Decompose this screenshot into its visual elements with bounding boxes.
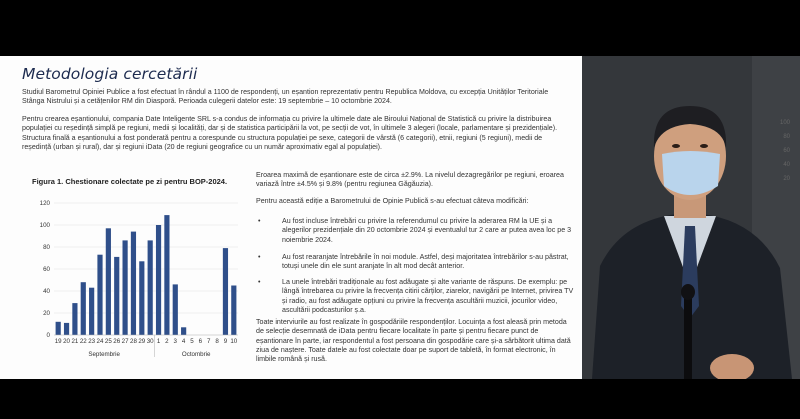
bullet-text: Au fost rearanjate întrebările în noi module. Astfel, deși majoritatea întrebărilor s-au păstrat, totuși unele din ele sunt aranjate în alt mod decât anterior. — [282, 253, 569, 271]
bar — [89, 288, 94, 335]
speaker-illustration — [582, 56, 800, 379]
bullet-dot: • — [258, 217, 261, 225]
month-group-label: Septembrie — [88, 351, 121, 358]
x-tick-label: 6 — [198, 338, 203, 345]
bar — [72, 303, 77, 335]
x-tick-label: 23 — [88, 338, 96, 345]
bar — [148, 240, 153, 335]
bullet-text: Au fost incluse întrebări cu privire la referendumul cu privire la aderarea RM la UE și a alegerilor prezidențiale din 20 octombrie 2024 și eventualul tur 2 care ar putea avea loc pe 3 noiembrie 2024. — [282, 217, 572, 244]
bar — [173, 284, 178, 335]
daily-questionnaires-chart — [34, 195, 244, 419]
bar — [106, 228, 111, 335]
bar — [223, 248, 228, 335]
y-tick-label: 120 — [39, 200, 50, 208]
x-tick-label: 10 — [230, 338, 238, 345]
speaker-eye — [672, 144, 680, 148]
bar — [156, 225, 161, 335]
scale-label: 20 — [783, 176, 790, 182]
x-tick-label: 25 — [104, 338, 112, 345]
x-tick-label: 29 — [138, 338, 146, 345]
x-tick-label: 5 — [190, 338, 194, 345]
y-tick-label: 20 — [43, 310, 50, 318]
microphone-stand — [684, 292, 692, 379]
x-tick-label: 4 — [181, 338, 186, 345]
x-tick-label: 7 — [207, 338, 211, 345]
slide-title: Metodologia cercetării — [22, 65, 198, 83]
fieldwork-paragraph: Toate interviurile au fost realizate în gospodăriile respondenților. Locuința a fost aleasă prin metoda de selecție desemnată de iData pentru fiecare localitate în parte și pentru fiecare punct de eșantionare în parte, iar respondentul a fost persoana din gospodărie care și-a sărbătorit ultima dată ziua de naștere. Toate datele au fost colectate doar pe suport de tabletă, în format electronic, în limbile română și rusă. — [256, 318, 571, 364]
figure-title: Figura 1. Chestionare colectate pe zi pentru BOP-2024. — [32, 177, 228, 186]
scale-label: 100 — [779, 120, 790, 126]
scale-label: 80 — [783, 134, 790, 140]
background-scale — [780, 116, 790, 186]
bullet-item — [256, 253, 574, 272]
speaker-video-feed — [582, 56, 800, 379]
x-tick-label: 9 — [223, 338, 228, 345]
intro-paragraph: Studiul Barometrul Opiniei Publice a fost efectuat în rândul a 1100 de respondenți, un eșantion reprezentativ pentru Republica Moldova, cu excepția Unităților Teritoriale Stânga Nistrului și a cetățenilor RM din Diasporă. Perioada culegerii datelor este: 19 septembrie – 10 octombrie 2024. — [22, 88, 549, 106]
sampling-paragraph: Pentru crearea eșantionului, compania Date Inteligente SRL s-a condus de informația cu privire la ultimele date ale Biroului Național de Statistică cu privire la distribuirea populației cu reședință simplă pe regiuni, medii și localități, dar și de statistica participării la vot, pe secții de vot, în ultimele 3 alegeri (locale, parlamentare și prezidențiale). Structura finală a eșantionului a fost ponderată pentru a corespunde cu structura populației pe sexe, categorii de vârstă (6 categorii), etnii, regiuni (5 regiuni), medii de reședință (urban și rural), dar și regiuni iData (20 de regiuni geografice cu un număr aproximativ egal al populației). — [22, 115, 558, 151]
bullet-item — [256, 278, 574, 315]
speaker-eye — [700, 144, 708, 148]
month-group-label: Octombrie — [181, 351, 211, 358]
x-tick-label: 27 — [121, 338, 129, 345]
bullet-item — [256, 217, 574, 245]
x-tick-label: 22 — [79, 338, 87, 345]
microphone-icon — [681, 284, 695, 300]
y-tick-label: 60 — [43, 266, 50, 274]
bar — [139, 261, 144, 335]
bar — [114, 257, 119, 335]
error-paragraph: Eroarea maximă de eșantionare este de circa ±2.9%. La nivelul dezagregărilor pe regiuni, eroarea variază între ±4.5% și 9.8% (pentru regiunea Găgăuzia). — [256, 171, 564, 189]
x-tick-label: 3 — [173, 338, 177, 345]
x-tick-label: 24 — [96, 338, 104, 345]
x-tick-label: 21 — [71, 338, 79, 345]
y-tick-label: 40 — [43, 288, 50, 296]
changes-intro: Pentru această ediție a Barometrului de Opinie Publică s-au efectuat câteva modificări: — [256, 197, 529, 205]
y-tick-label: 80 — [43, 244, 50, 252]
x-tick-label: 28 — [130, 338, 137, 345]
x-tick-label: 20 — [63, 338, 70, 345]
x-tick-label: 1 — [156, 338, 161, 345]
x-tick-label: 2 — [165, 338, 169, 345]
x-tick-label: 30 — [146, 338, 154, 345]
x-tick-label: 26 — [113, 338, 121, 345]
bar — [231, 286, 236, 336]
y-tick-label: 0 — [46, 332, 50, 340]
x-tick-label: 19 — [54, 338, 62, 345]
bullet-text: La unele întrebări tradiționale au fost adăugate și alte variante de răspuns. De exemplu: pe lângă întrebarea cu privire la frecvența citirii cărților, ziarelor, navigării pe Internet, privirea TV și radio, au fost adăugate opțiuni cu privire la frecvența ascultării muzicii, jocurilor video, ascultării podcasturilor ș.a. — [282, 278, 574, 314]
bar — [181, 327, 186, 335]
presentation-slide — [0, 56, 582, 379]
bullet-dot: • — [258, 278, 261, 286]
scale-label: 60 — [783, 148, 790, 154]
scale-label: 40 — [783, 162, 790, 168]
bar — [64, 323, 69, 335]
x-tick-label: 8 — [215, 338, 219, 345]
bar — [81, 282, 86, 335]
face-mask — [662, 151, 720, 195]
bullet-dot: • — [258, 253, 261, 261]
bar — [164, 215, 169, 335]
bar — [122, 240, 127, 335]
bar — [56, 322, 61, 335]
bar — [97, 255, 102, 335]
bar — [131, 232, 136, 335]
y-tick-label: 100 — [39, 222, 50, 230]
